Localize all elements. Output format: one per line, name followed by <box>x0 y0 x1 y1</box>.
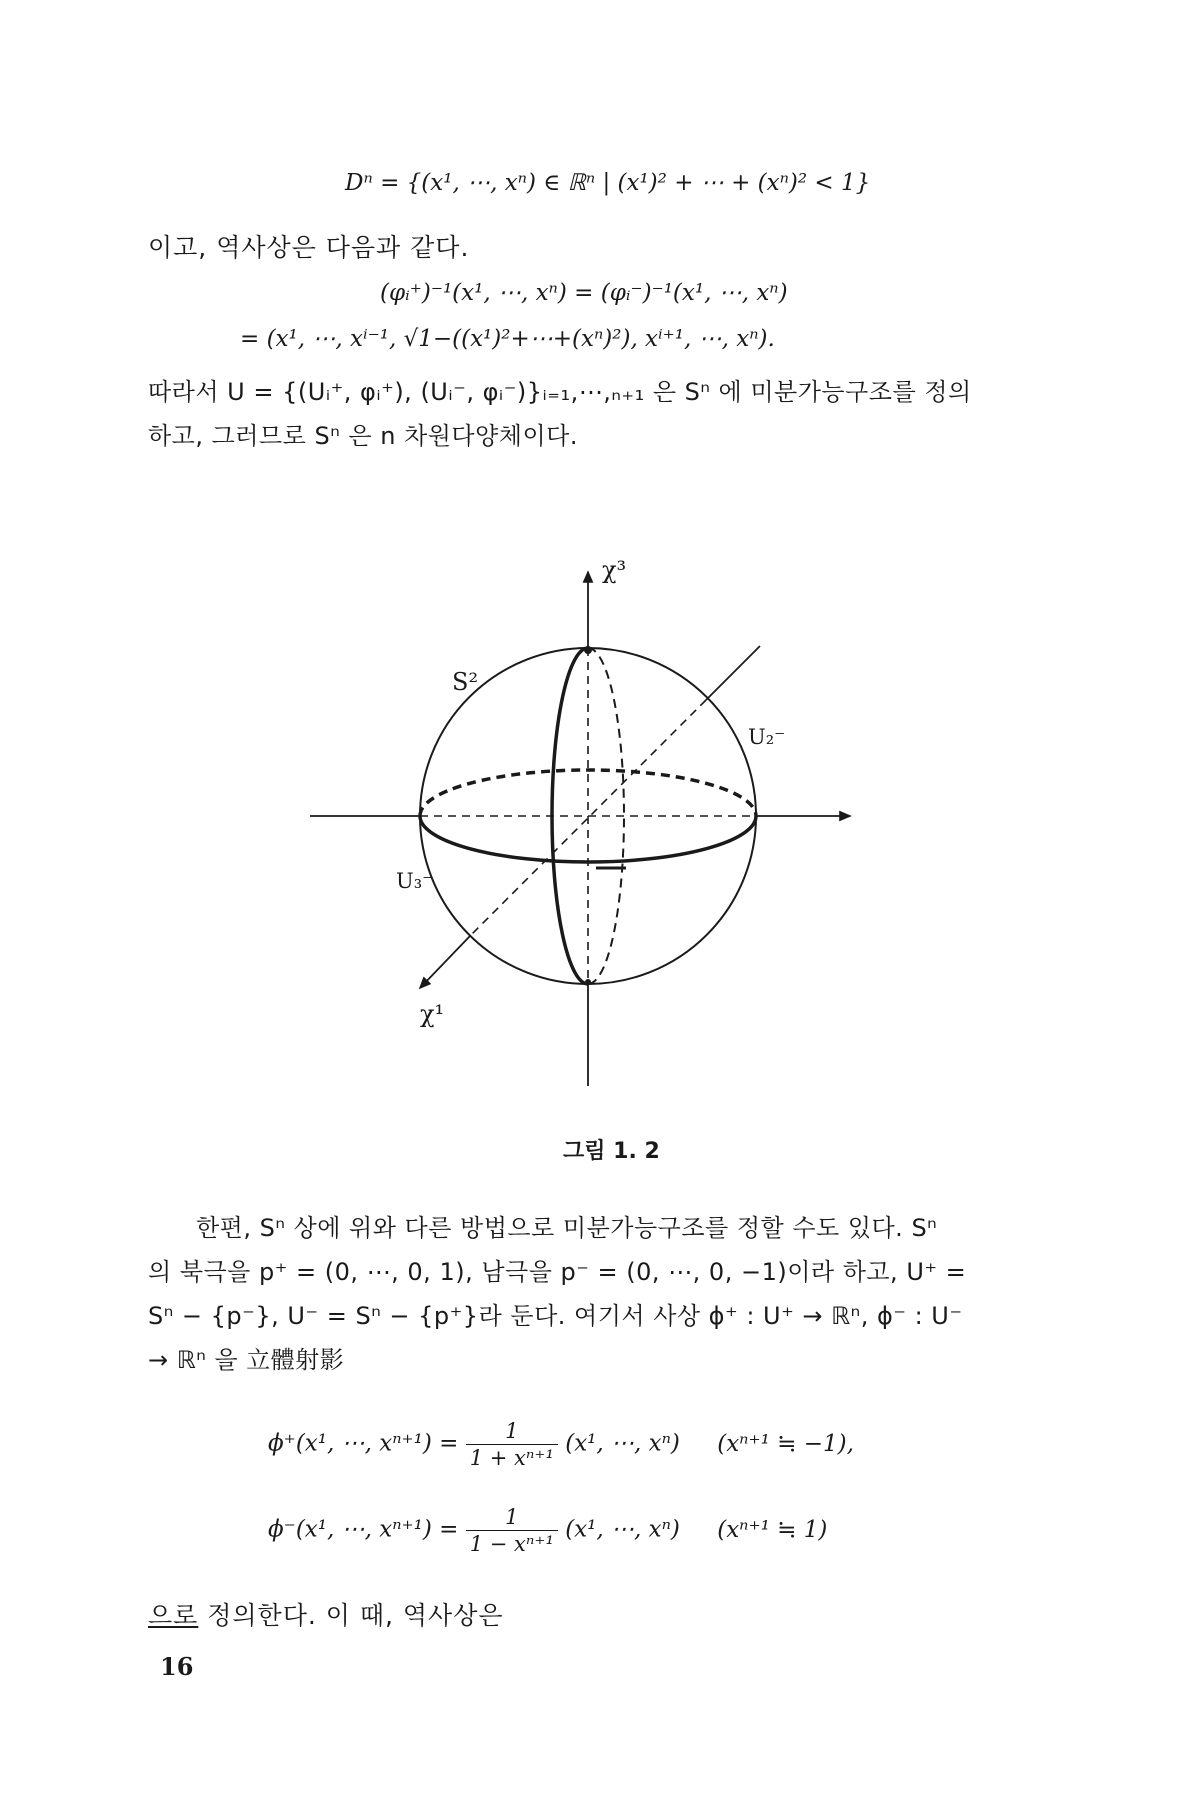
closing-sentence <box>148 1596 504 1632</box>
fraction-numerator: 1 <box>466 1504 558 1531</box>
paragraph-stereographic <box>148 1206 966 1382</box>
inverse-map-line1: (φᵢ⁺)⁻¹(x¹, ⋯, xⁿ) = (φᵢ⁻)⁻¹(x¹, ⋯, xⁿ) <box>380 280 788 306</box>
disk-equation: Dⁿ = {(x¹, ⋯, xⁿ) ∈ ℝⁿ | (x¹)² + ⋯ + (xⁿ)² < 1} <box>345 170 871 196</box>
paragraph-line: 의 북극을 p⁺ = (0, ⋯, 0, 1), 남극을 p⁻ = (0, ⋯, 0, −1)이라 하고, U⁺ = <box>148 1258 967 1286</box>
meridian-front <box>552 648 588 984</box>
paragraph-line: Sⁿ − {p⁻}, U⁻ = Sⁿ − {p⁺}라 둔다. 여기서 사상 ϕ⁺ : U⁺ → ℝⁿ, ϕ⁻ : U⁻ <box>148 1302 963 1330</box>
north-pole <box>584 646 592 654</box>
stereo-minus-condition: (xⁿ⁺¹ ≒ 1) <box>717 1516 828 1543</box>
label-u-left: U₃⁻ <box>396 869 434 893</box>
paragraph-line: → ℝⁿ 을 立體射影 <box>148 1346 345 1374</box>
paragraph-line: 하고, 그러므로 Sⁿ 은 n 차원다양체이다. <box>148 422 578 450</box>
intro-sentence: 이고, 역사상은 다음과 같다. <box>148 233 470 262</box>
label-x1: χ¹ <box>420 1000 445 1028</box>
closing-underlined: 으로 <box>148 1601 199 1630</box>
figure-caption: 그림 1. 2 <box>563 1139 660 1164</box>
paragraph-line: 한편, Sⁿ 상에 위와 다른 방법으로 미분가능구조를 정할 수도 있다. Sⁿ <box>196 1214 938 1242</box>
stereo-minus-equation <box>268 1504 827 1557</box>
stereo-plus-fraction <box>466 1418 558 1471</box>
closing-rest: 정의한다. 이 때, 역사상은 <box>198 1601 504 1630</box>
inverse-map-line2: = (x¹, ⋯, xⁱ⁻¹, √1−((x¹)²+⋯+(xⁿ)²), xⁱ⁺¹, ⋯, xⁿ). <box>240 326 775 352</box>
page-number: 16 <box>160 1652 194 1681</box>
stereo-minus-rhs: (x¹, ⋯, xⁿ) <box>565 1516 680 1543</box>
fraction-denominator: 1 + xⁿ⁺¹ <box>469 1446 554 1470</box>
paragraph-line: 따라서 U = {(Uᵢ⁺, φᵢ⁺), (Uᵢ⁻, φᵢ⁻)}ᵢ₌₁,⋯,ₙ₊₁ 은 Sⁿ 에 미분가능구조를 정의 <box>148 378 972 406</box>
stereo-plus-condition: (xⁿ⁺¹ ≒ −1), <box>717 1430 854 1457</box>
fraction-numerator: 1 <box>466 1418 558 1445</box>
x1-axis-upper <box>706 646 760 700</box>
stereo-minus-fraction <box>466 1504 558 1557</box>
south-pole <box>585 979 591 985</box>
label-s2: S² <box>452 668 479 696</box>
label-x3: χ³ <box>602 556 627 584</box>
stereo-plus-lhs: ϕ⁺(x¹, ⋯, xⁿ⁺¹) = <box>268 1430 459 1457</box>
stereo-minus-lhs: ϕ⁻(x¹, ⋯, xⁿ⁺¹) = <box>268 1516 459 1543</box>
stereo-plus-equation <box>268 1418 854 1471</box>
stereo-plus-rhs: (x¹, ⋯, xⁿ) <box>565 1430 680 1457</box>
fraction-denominator: 1 − xⁿ⁺¹ <box>469 1532 554 1556</box>
x1-axis-arrow <box>420 936 470 988</box>
label-u-right: U₂⁻ <box>748 725 786 749</box>
